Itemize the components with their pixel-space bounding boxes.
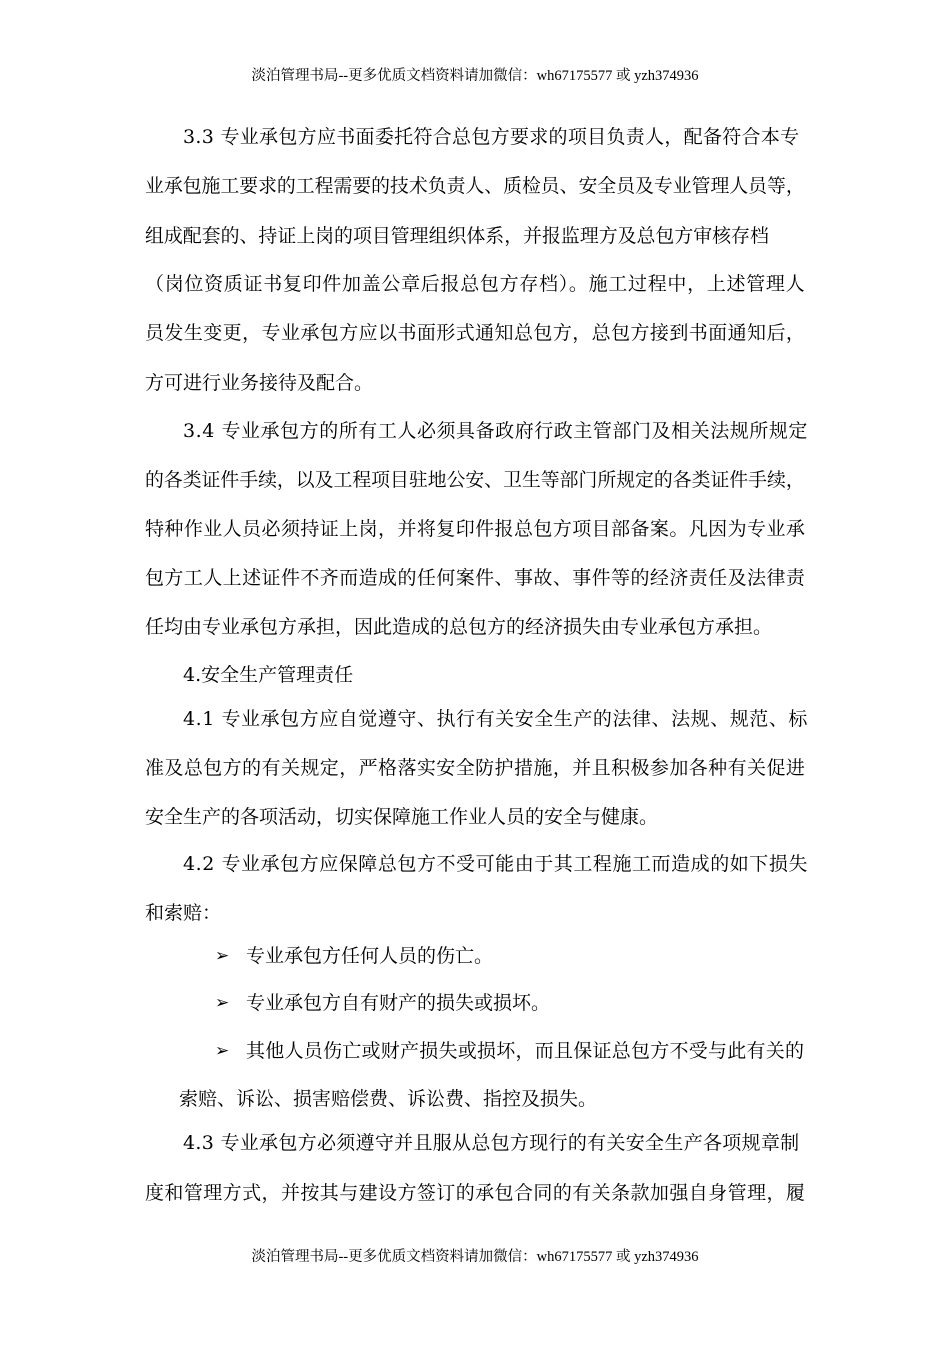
paragraph-line: （岗位资质证书复印件加盖公章后报总包方存档）。施工过程中，上述管理人 — [145, 273, 806, 295]
paragraph-line: 准及总包方的有关规定，严格落实安全防护措施，并且积极参加各种有关促进 — [145, 757, 806, 779]
paragraph-line: 安全生产的各项活动，切实保障施工作业人员的安全与健康。 — [145, 806, 659, 828]
bullet-item: 专业承包方自有财产的损失或损坏。 — [246, 992, 551, 1014]
paragraph-line: 组成配套的、持证上岗的项目管理组织体系，并报监理方及总包方审核存档 — [145, 225, 769, 247]
paragraph-line: 的各类证件手续，以及工程项目驻地公安、卫生等部门所规定的各类证件手续， — [145, 469, 805, 491]
paragraph-line: 3.4 专业承包方的所有工人必须具备政府行政主管部门及相关法规所规定 — [183, 420, 808, 442]
bullet-item: 专业承包方任何人员的伤亡。 — [246, 945, 494, 967]
page-header: 淡泊管理书局--更多优质文档资料请加微信：wh67175577 或 yzh374936 — [251, 68, 699, 84]
paragraph-line: 任均由专业承包方承担，因此造成的总包方的经济损失由专业承包方承担。 — [145, 616, 773, 638]
arrow-bullet-icon: ➢ — [215, 946, 230, 966]
bullet-item: 其他人员伤亡或财产损失或损坏，而且保证总包方不受与此有关的 — [246, 1040, 805, 1062]
page-footer: 淡泊管理书局--更多优质文档资料请加微信：wh67175577 或 yzh374936 — [251, 1249, 699, 1265]
arrow-bullet-icon: ➢ — [215, 993, 230, 1013]
paragraph-line: 4.1 专业承包方应自觉遵守、执行有关安全生产的法律、法规、规范、标 — [183, 708, 808, 730]
paragraph-line: 3.3 专业承包方应书面委托符合总包方要求的项目负责人，配备符合本专 — [183, 126, 800, 148]
paragraph-line: 和索赔： — [145, 902, 222, 924]
paragraph-line: 4.2 专业承包方应保障总包方不受可能由于其工程施工而造成的如下损失 — [183, 853, 808, 875]
paragraph-line: 业承包施工要求的工程需要的技术负责人、质检员、安全员及专业管理人员等， — [145, 175, 805, 197]
paragraph-line: 员发生变更，专业承包方应以书面形式通知总包方，总包方接到书面通知后， — [145, 322, 806, 344]
paragraph-line: 4.3 专业承包方必须遵守并且服从总包方现行的有关安全生产各项规章制 — [183, 1132, 800, 1154]
bullet-continuation: 索赔、诉讼、损害赔偿费、诉讼费、指控及损失。 — [179, 1088, 598, 1110]
paragraph-line: 度和管理方式，并按其与建设方签订的承包合同的有关条款加强自身管理，履 — [145, 1182, 806, 1204]
section-heading: 4.安全生产管理责任 — [183, 664, 354, 686]
paragraph-line: 特种作业人员必须持证上岗，并将复印件报总包方项目部备案。凡因为专业承 — [145, 518, 806, 540]
paragraph-line: 方可进行业务接待及配合。 — [145, 372, 374, 394]
arrow-bullet-icon: ➢ — [215, 1041, 230, 1061]
paragraph-line: 包方工人上述证件不齐而造成的任何案件、事故、事件等的经济责任及法律责 — [145, 567, 806, 589]
